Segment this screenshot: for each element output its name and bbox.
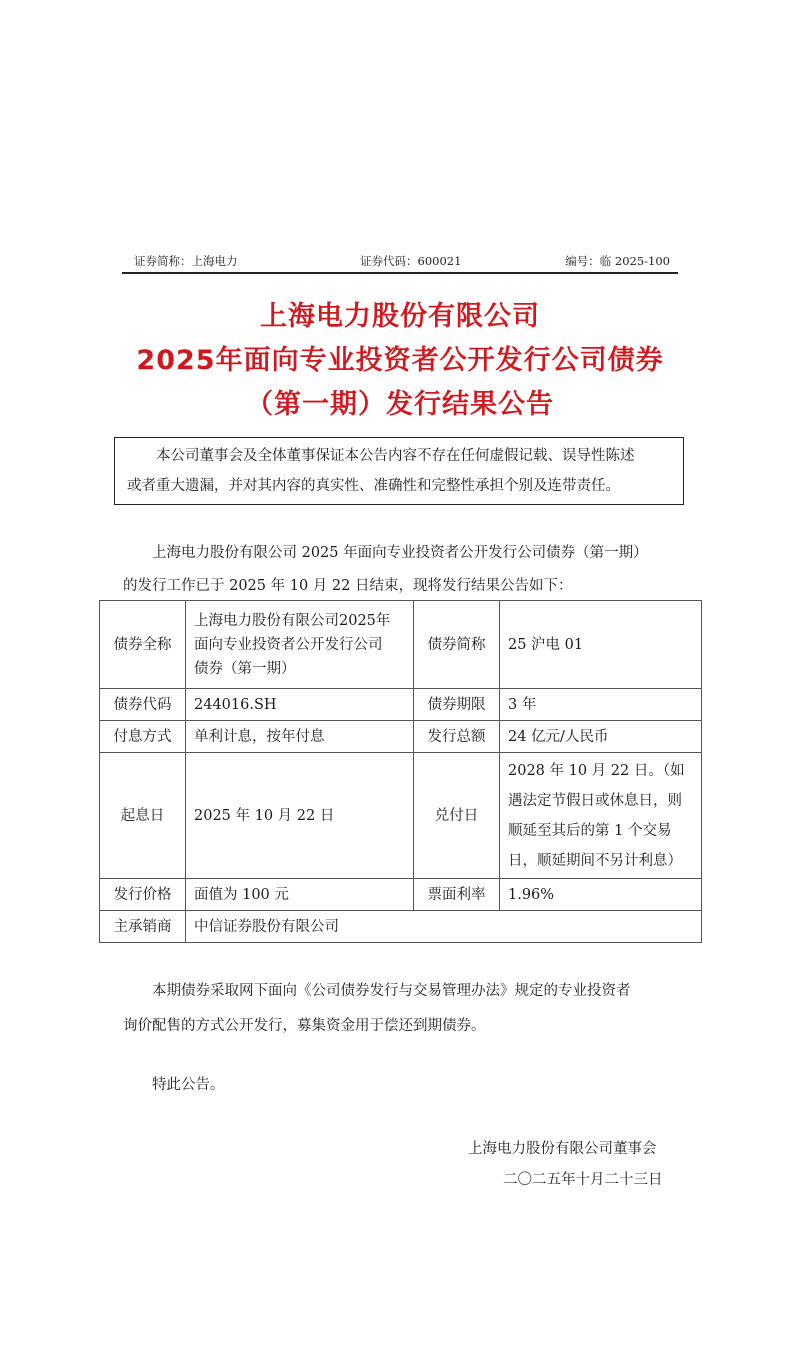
bond-term-value: 3 年	[500, 689, 702, 721]
table-row	[100, 689, 702, 721]
placement-line-1: 本期债券采取网下面向《公司债券发行与交易管理办法》规定的专业投资者	[152, 983, 631, 999]
interest-method-label: 付息方式	[100, 721, 186, 753]
notice-line-2: 或者重大遗漏，并对其内容的真实性、准确性和完整性承担个别及连带责任。	[127, 478, 620, 494]
table-row	[100, 721, 702, 753]
table-row	[100, 753, 702, 879]
title-company: 上海电力股份有限公司	[260, 301, 540, 332]
maturity-date-value	[500, 753, 702, 879]
maturity-date-line: 日，顺延期间不另计利息）	[508, 852, 682, 869]
stock-code: 证券代码：600021	[360, 254, 462, 268]
title-announcement: （第一期）发行结果公告	[246, 389, 554, 420]
issue-price-value: 面值为 100 元	[186, 879, 414, 911]
interest-method-value: 单利计息，按年付息	[186, 721, 414, 753]
intro-line-1: 上海电力股份有限公司 2025 年面向专业投资者公开发行公司债券（第一期）	[152, 545, 648, 561]
bond-short-name-value: 25 沪电 01	[500, 601, 702, 689]
signature-date: 二〇二五年十月二十三日	[503, 1172, 663, 1188]
table-row	[100, 911, 702, 943]
maturity-date-label: 兑付日	[414, 753, 500, 879]
lead-underwriter-label: 主承销商	[100, 911, 186, 943]
closing-statement: 特此公告。	[152, 1077, 225, 1093]
bond-full-name-value	[186, 601, 414, 689]
value-date-value: 2025 年 10 月 22 日	[186, 753, 414, 879]
placement-line-2: 询价配售的方式公开发行，募集资金用于偿还到期债券。	[123, 1018, 486, 1034]
bond-code-value: 244016.SH	[186, 689, 414, 721]
title-bond: 2025年面向专业投资者公开发行公司债券	[136, 345, 664, 376]
bond-full-name-label: 债券全称	[100, 601, 186, 689]
serial-number: 编号：临 2025-100	[565, 254, 670, 268]
value-date-label: 起息日	[100, 753, 186, 879]
intro-line-2: 的发行工作已于 2025 年 10 月 22 日结束，现将发行结果公告如下：	[123, 578, 573, 594]
stock-name: 证券简称：上海电力	[134, 254, 238, 268]
bond-full-name-line: 面向专业投资者公开发行公司	[194, 636, 383, 653]
table-row	[100, 879, 702, 911]
notice-line-1: 本公司董事会及全体董事保证本公告内容不存在任何虚假记载、误导性陈述	[156, 448, 635, 464]
table-row	[100, 601, 702, 689]
issue-amount-label: 发行总额	[414, 721, 500, 753]
bond-code-label: 债券代码	[100, 689, 186, 721]
board-guarantee-notice	[114, 437, 684, 505]
bond-info-table	[99, 600, 702, 943]
issue-price-label: 发行价格	[100, 879, 186, 911]
maturity-date-line: 2028 年 10 月 22 日。（如	[508, 762, 685, 779]
coupon-rate-label: 票面利率	[414, 879, 500, 911]
bond-term-label: 债券期限	[414, 689, 500, 721]
maturity-date-line: 顺延至其后的第 1 个交易	[508, 822, 672, 839]
bond-full-name-line: 上海电力股份有限公司2025年	[194, 612, 391, 629]
document-header	[122, 248, 678, 274]
maturity-date-line: 遇法定节假日或休息日，则	[508, 792, 682, 809]
bond-short-name-label: 债券简称	[414, 601, 500, 689]
issue-amount-value: 24 亿元/人民币	[500, 721, 702, 753]
lead-underwriter-value: 中信证券股份有限公司	[186, 911, 702, 943]
signature-company: 上海电力股份有限公司董事会	[468, 1141, 657, 1157]
coupon-rate-value: 1.96%	[500, 879, 702, 911]
bond-full-name-line: 债券（第一期）	[194, 660, 296, 677]
